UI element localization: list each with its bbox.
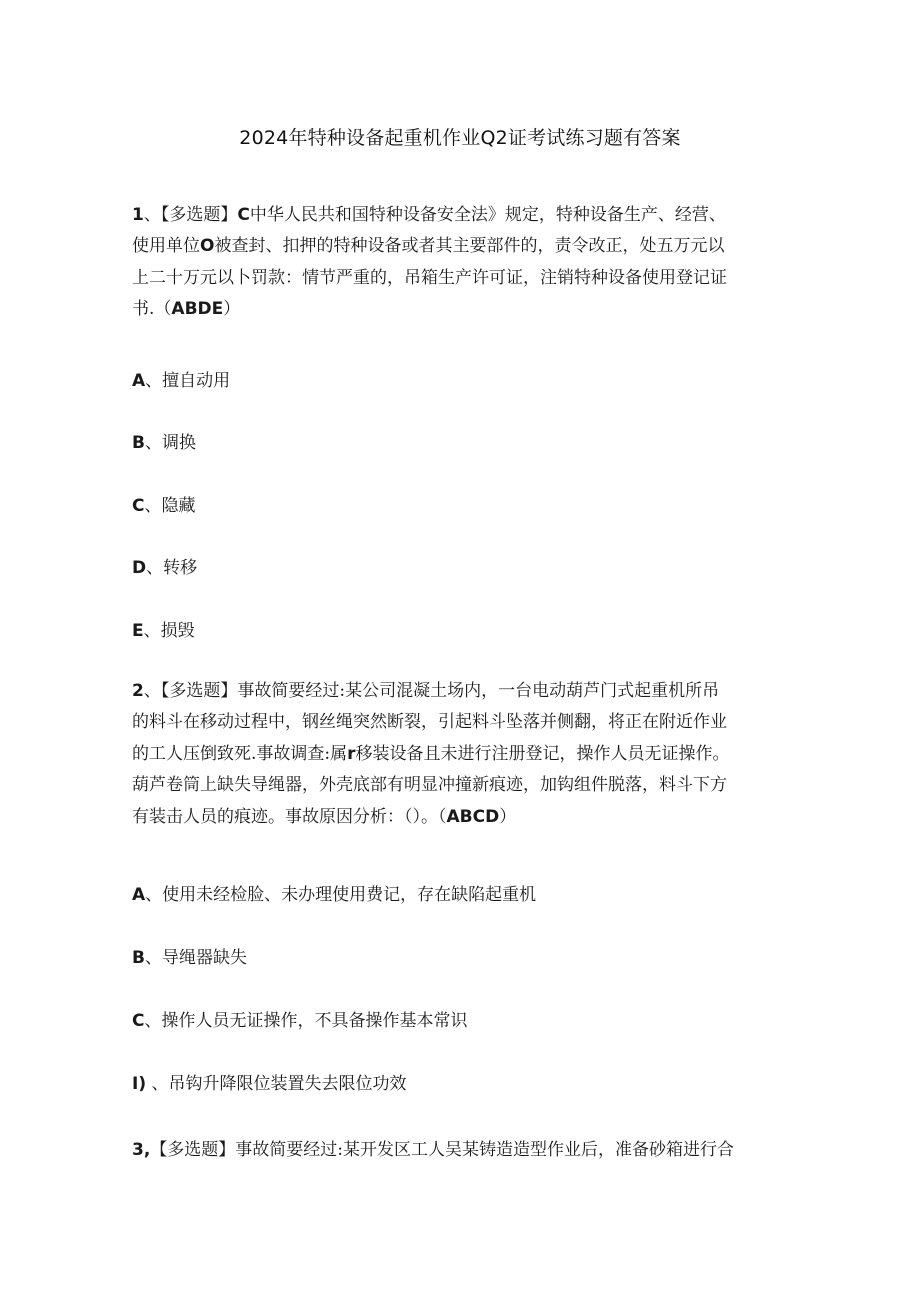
question-1-option-b (132, 431, 196, 455)
question-2-line-3 (132, 739, 792, 770)
question-2-text: ） (499, 806, 517, 827)
question-1-line-2 (132, 231, 792, 262)
question-2-line-1 (132, 676, 792, 707)
question-3-line-1 (132, 1135, 792, 1166)
document-title: 2024年特种设备起重机作业Q2证考试练习题有答案 (239, 127, 681, 149)
option-letter: C (132, 496, 145, 516)
question-2-line-4 (132, 770, 792, 801)
question-1-text: 被查封、扣押的特种设备或者其主要部件的，责令改正，处五万元以 (214, 236, 725, 257)
question-2-text: 葫芦卷筒上缺失导绳器，外壳底部有明显冲撞新痕迹，加钩组件脱落，料斗下方 (132, 775, 727, 796)
question-1 (132, 200, 792, 326)
question-2 (132, 676, 792, 833)
option-text: 、吊钩升降限位装置失去限位功效 (146, 1074, 407, 1094)
question-1-text: 中华人民共和国特种设备安全法》规定，特种设备生产、经营、 (249, 205, 726, 225)
option-text: 、擅自动用 (145, 371, 231, 391)
option-text: 、使用未经检脸、未办理使用费记，存在缺陷起重机 (145, 885, 537, 905)
option-letter: A (132, 885, 146, 905)
question-2-option-a (132, 883, 536, 907)
option-text: 、损毁 (143, 621, 195, 641)
question-2-text: 移装设备且未进行注册登记，操作人员无证操作。 (355, 743, 730, 764)
question-3-number: 3, (132, 1140, 151, 1160)
question-1-glyph-c: C (237, 205, 250, 225)
question-2-option-c (132, 1009, 467, 1033)
option-text: 、调换 (144, 433, 196, 453)
question-1-number: 1 (132, 205, 144, 225)
question-2-text: 【多选题】事故简要经过:某公司混凝土场内，一台电动葫芦门式起重机所吊 (160, 681, 720, 701)
question-1-text: 上二十万元以卜罚款：情节严重的，吊箱生产许可证，注销特种设备使用登记证 (132, 267, 727, 288)
question-1-type: 【多选题】 (160, 205, 238, 225)
option-letter: I) (132, 1074, 147, 1094)
question-1-option-c (132, 494, 195, 518)
question-1-line-4 (132, 294, 792, 325)
question-1-option-e (132, 619, 195, 643)
question-2-option-d (132, 1072, 407, 1096)
question-2-text: 的工人压倒致死.事故调查:属 (132, 743, 348, 764)
option-letter: C (132, 1011, 145, 1031)
option-text: 、隐藏 (144, 496, 196, 516)
question-1-line-3 (132, 263, 792, 294)
option-text: 、操作人员无证操作，不具备操作基本常识 (144, 1011, 468, 1031)
question-2-text: 的料斗在移动过程中，钢丝绳突然断裂，引起料斗坠落并侧翻，将正在附近作业 (132, 712, 727, 733)
option-text: 、转移 (146, 558, 198, 578)
question-3-text: 【多选题】事故简要经过:某开发区工人吴某铸造造型作业后，准备砂箱进行合 (150, 1140, 735, 1160)
option-letter: B (132, 433, 145, 453)
question-2-line-2 (132, 707, 792, 738)
question-2-answer: ABCD (446, 806, 500, 827)
question-2-option-b (132, 946, 247, 970)
option-letter: B (132, 948, 145, 968)
question-1-option-a (132, 369, 230, 393)
question-2-text: 有装击人员的痕迹。事故原因分析：（）。（ (132, 806, 447, 827)
option-letter: E (132, 621, 144, 641)
option-text: 、导绳器缺失 (144, 948, 247, 968)
question-2-separator: 、 (143, 681, 161, 701)
question-1-text: 使用单位 (132, 236, 200, 257)
option-letter: D (132, 558, 147, 578)
question-2-glyph-r: r (347, 743, 356, 764)
option-letter: A (132, 371, 146, 391)
question-1-text: ） (223, 299, 241, 320)
question-1-separator: 、 (143, 205, 161, 225)
question-1-line-1 (132, 200, 792, 231)
question-1-answer: ABDE (171, 299, 224, 320)
question-1-text: 书.（ (132, 299, 172, 320)
question-1-option-d (132, 556, 197, 580)
question-2-number: 2 (132, 681, 144, 701)
question-1-glyph-o: O (200, 236, 215, 257)
question-3 (132, 1135, 792, 1166)
question-2-line-5 (132, 802, 792, 833)
